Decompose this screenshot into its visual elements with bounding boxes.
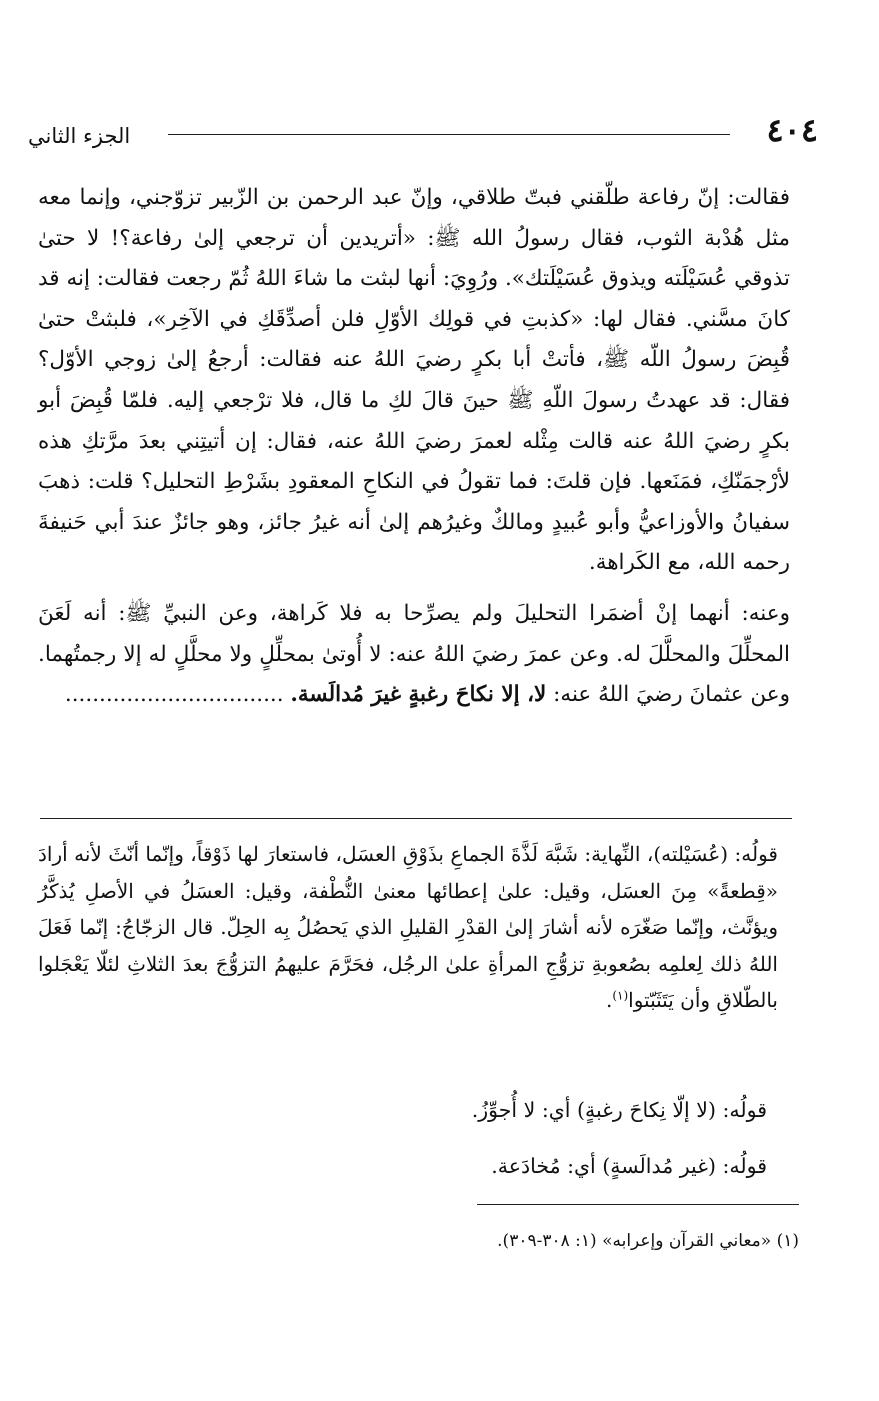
main-paragraph-2 xyxy=(38,594,790,716)
header-divider xyxy=(168,134,730,135)
page-number: ٤٠٤ xyxy=(766,111,818,149)
main-paragraph-2-start: وعنه: أنهما إنْ أضمَرا التحليلَ ولم يصرِّحا به فلا كَراهة، وعن النبيِّ ﷺ: أنه لَعَنَ المحلِّلَ والمحلَّلَ له. وعن عمرَ رضيَ اللهُ عنه: لا أُوتىٰ بمحلِّلٍ ولا محلَّلٍ له إلا رجمتُهما. وعن عثمانَ رضيَ اللهُ عنه: xyxy=(38,600,790,708)
footnote-divider xyxy=(477,1204,799,1205)
gloss-line-1: قولُه: (لا إلّا نِكاحَ رغبةٍ) أي: لا أُجوِّزُ. xyxy=(471,1098,767,1122)
main-text-block xyxy=(38,178,790,716)
commentary-divider xyxy=(40,818,792,819)
main-paragraph-2-quote: لا، إلا نكاحَ رغبةٍ غيرَ مُدالَسة. xyxy=(290,682,547,708)
commentary-block xyxy=(38,836,778,1019)
leader-dots: ................................ xyxy=(64,682,284,708)
footnote-reference: (١) xyxy=(612,988,629,1003)
footnote: (١) «معاني القرآن وإعرابه» (١: ٣٠٨-٣٠٩). xyxy=(497,1231,799,1251)
commentary-text: قولُه: (عُسَيْلته)، النِّهاية: شَبَّهَ لَذَّةَ الجماعِ بذَوْقِ العسَل، فاستعارَ لها ذَوْقاً، وإنّما أنّثَ لأنه أرادَ «قِطعةً» مِنَ العسَل، وقيل: علىٰ إعطائها معنىٰ النُّطْفة، وقيل: العسَلُ في الأصلِ يُذكَّرُ ويؤنَّث، وإنّما صَغّرَه لأنه أشارَ إلىٰ القدْرِ القليلِ الذي يَحصُلُ بِه الحِلّ. قال الزجّاجُ: إنّما فَعَلَ اللهُ ذلك لِعلمِه بصُعوبةِ تزوُّجِ المرأةِ علىٰ الرجُل، فحَرَّمَ عليهمُ التزوُّجَ بعدَ الثلاثِ لئلّا يَعْجَلوا بالطّلاقِ وأن يَتَثَبّتوا xyxy=(38,842,778,1012)
part-title: الجزء الثاني xyxy=(28,124,131,148)
main-paragraph: فقالت: إنّ رفاعة طلّقني فبتّ طلاقي، وإنّ عبد الرحمن بن الزّبير تزوّجني، وإنما معه مثل هُدْبة الثوب، فقال رسولُ الله ﷺ: «أتريدين أن ترجعي إلىٰ رفاعة؟! لا حتىٰ تذوقي عُسَيْلَته ويذوق عُسَيْلَتك». ورُوِيَ: أنها لبثت ما شاءَ اللهُ ثُمّ رجعت فقالت: إنه قد كانَ مسَّني. فقال لها: «كذبتِ في قولِك الأوّلِ فلن أصدِّقَكِ في الآخِر»، فلبثتْ حتىٰ قُبِضَ رسولُ اللّه ﷺ، فأتتْ أبا بكرٍ رضيَ اللهُ عنه فقالت: أرجعُ إلىٰ زوجي الأوّل؟ فقال: قد عهدتُ رسولَ اللّهِ ﷺ حينَ قالَ لكِ ما قال، فلا ترْجعي إليه. فلمّا قُبِضَ أبو بكرٍ رضيَ اللهُ عنه قالت مِثْله لعمرَ رضيَ اللهُ عنه، فقال: إن أتيتِني بعدَ مرَّتكِ هذه لأرْجمَنّكِ، فمَنَعها. فإن قلتَ: فما تقولُ في النكاحِ المعقودِ بشَرْطِ التحليل؟ قلت: ذهبَ سفيانُ والأوزاعيُّ وأبو عُبيدٍ ومالكٌ وغيرُهم إلىٰ أنه غيرُ جائز، وهو جائزٌ عندَ أبي حَنيفةَ رحمه الله، مع الكَراهة. xyxy=(38,185,790,576)
commentary-paragraph: قولُه: (عُسَيْلته)، النِّهاية: شَبَّهَ لَذَّةَ الجماعِ بذَوْقِ العسَل، فاستعارَ لها ذَوْقاً، وإنّما أنّثَ لأنه أرادَ «قِطعةً» مِنَ العسَل، وقيل: علىٰ إعطائها معنىٰ النُّطْفة، وقيل: العسَلُ في الأصلِ يُذكَّرُ ويؤنَّث، وإنّما صَغّرَه لأنه أشارَ إلىٰ القدْرِ القليلِ الذي يَحصُلُ بِه الحِلّ. قال الزجّاجُ: إنّما فَعَلَ اللهُ ذلك لِعلمِه بصُعوبةِ تزوُّجِ المرأةِ علىٰ الرجُل، فحَرَّمَ عليهمُ التزوُّجَ بعدَ الثلاثِ لئلّا يَعْجَلوا بالطّلاقِ وأن يَتَثَبّتوا$^{(١)}$. xyxy=(38,842,778,1012)
page-header xyxy=(28,111,818,156)
gloss-line-2: قولُه: (غير مُدالَسةٍ) أي: مُخادَعة. xyxy=(491,1154,767,1178)
